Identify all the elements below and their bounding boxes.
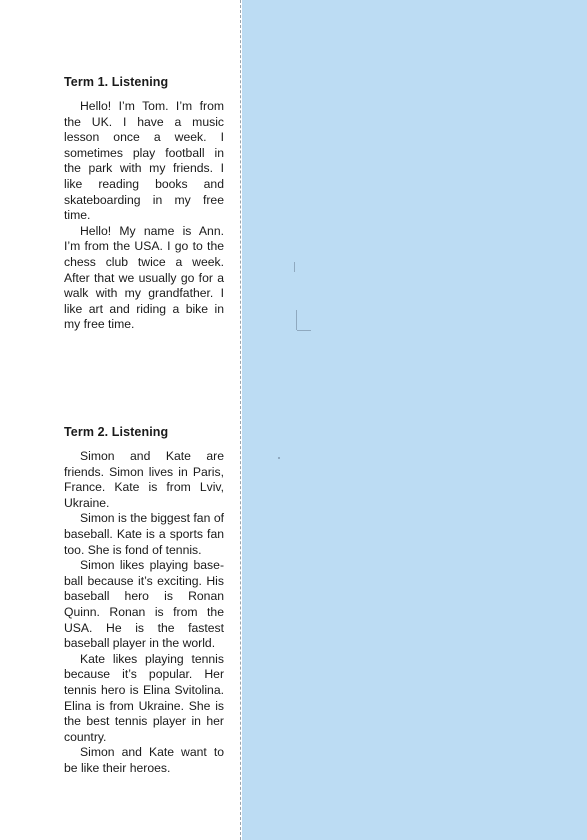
- term-2-paragraph: Simon likes playing baseball because it’s exciting. His baseball hero is Ronan Quinn. Ronan is from the USA. He is the fastest baseball player in the world.: [64, 558, 224, 651]
- term-1-paragraph: Hello! I’m Tom. I’m from the UK. I have a music lesson once a week. I sometimes play football in the park with my friends. I like reading books and skateboarding in my free time.: [64, 99, 224, 223]
- pencil-mark: [296, 310, 297, 330]
- dashed-cut-line: [240, 0, 241, 840]
- term-2-paragraph: Kate likes playing tennis because it’s popular. Her tennis hero is Elina Svitolina. Elina is from Ukraine. She is the best tennis player in her country.: [64, 651, 224, 744]
- term-1-heading: Term 1. Listening: [64, 75, 169, 89]
- pencil-mark: [294, 262, 295, 272]
- term-1-paragraph: Hello! My name is Ann. I’m from the USA. I go to the chess club twice a week. After that we usually go for a walk with my grandfather. I like art and riding a bike in my free time.: [64, 223, 224, 332]
- term-1-section: [64, 75, 224, 333]
- term-2-paragraph: Simon is the biggest fan of baseball. Kate is a sports fan too. She is fond of tennis.: [64, 511, 224, 557]
- term-2-paragraph: Simon and Kate want to be like their heroes.: [64, 745, 224, 775]
- blue-panel: [242, 0, 587, 840]
- pencil-mark: [278, 457, 280, 459]
- pencil-mark: [297, 330, 311, 331]
- term-2-heading: Term 2. Listening: [64, 425, 169, 439]
- term-2-section: [64, 425, 224, 776]
- term-2-paragraph: Simon and Kate are friends. Simon lives in Paris, France. Kate is from Lviv, Ukraine.: [64, 449, 224, 510]
- left-page: [0, 0, 241, 840]
